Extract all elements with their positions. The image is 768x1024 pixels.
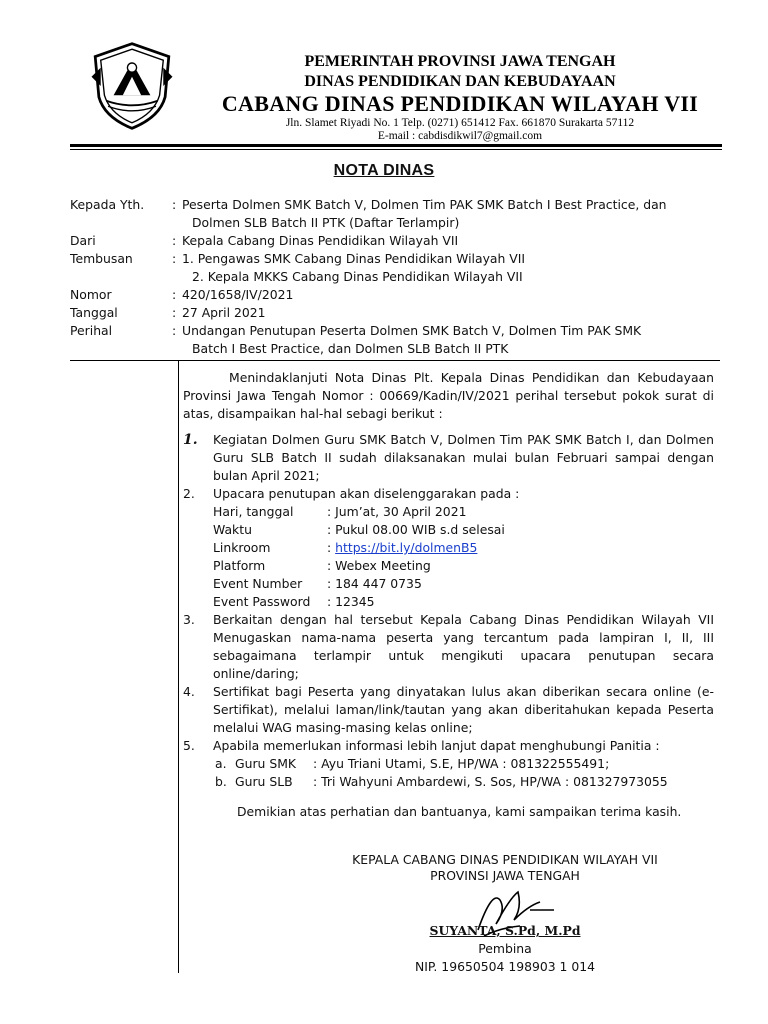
closing-paragraph: Demikian atas perhatian dan bantuanya, kami sampaikan terima kasih. — [237, 804, 682, 819]
header-row-perihal: Perihal : Undangan Penutupan Peserta Dolmen SMK Batch V, Dolmen Tim PAK SMK Batch I Best Practice, dan Dolmen SLB Batch II PTK — [70, 322, 730, 358]
signatory-nip: NIP. 19650504 198903 1 014 — [414, 959, 596, 974]
header-row-kepada: Kepada Yth. : Peserta Dolmen SMK Batch V, Dolmen Tim PAK SMK Batch I Best Practice, dan Dolmen SLB Batch II PTK (Daftar Terlampir) — [70, 196, 730, 232]
header-row-dari: Dari : Kepala Cabang Dinas Pendidikan Wilayah VII — [70, 232, 730, 250]
contact-slb: b. Guru SLB : Tri Wahyuni Ambardewi, S. Sos, HP/WA : 081327973055 — [215, 774, 668, 789]
jawa-tengah-logo-icon — [86, 40, 178, 132]
intro-paragraph: Menindaklanjuti Nota Dinas Plt. Kepala Dinas Pendidikan dan Kebudayaan Provinsi Jawa Tengah Nomor : 00669/Kadin/IV/2021 perihal tersebut pokok surat di atas, disampaikan hal-hal sebagi berikut : — [183, 370, 714, 421]
tanggal-value: 27 April 2021 — [182, 305, 266, 320]
signatory-name: SUYANTA, S.Pd, M.Pd — [429, 923, 581, 938]
margin-line — [178, 361, 179, 973]
list-item: 5. Apabila memerlukan informasi lebih lanjut dapat menghubungi Panitia : a. Guru SMK : Ayu Triani Utami, S.E, HP/WA : 081322555491; b. Guru SLB : Tri Wahyuni Ambardewi, S. Sos, HP/WA : 081327973055 — [183, 737, 714, 791]
list-item: 1. Kegiatan Dolmen Guru SMK Batch V, Dolmen Tim PAK SMK Batch I, dan Dolmen Guru SLB Batch II sudah dilaksanakan mulai bulan Februari sampai dengan bulan April 2021; — [183, 432, 714, 483]
header-row-tembusan: Tembusan : 1. Pengawas SMK Cabang Dinas Pendidikan Wilayah VII 2. Kepala MKKS Cabang Dinas Pendidikan Wilayah VII — [70, 250, 730, 286]
tembusan-value-1: 1. Pengawas SMK Cabang Dinas Pendidikan Wilayah VII — [182, 251, 526, 266]
letterhead-rule-thin — [70, 149, 722, 150]
letterhead — [170, 52, 750, 143]
header-separator — [70, 360, 720, 361]
list-item: 2. Upacara penutupan akan diselenggarakan pada : Hari, tanggal : Jum’at, 30 April 2021 Waktu : Pukul 08.00 WIB s.d selesai Linkroom : https://bit.ly/dolmenB5 Platform : Webex Meeting Event Number : 184 447 0735 Event Password : 12345 — [183, 485, 714, 611]
dari-label: Dari — [70, 233, 96, 248]
signatory — [320, 922, 690, 976]
kepada-value-1: Peserta Dolmen SMK Batch V, Dolmen Tim PAK SMK Batch I Best Practice, dan — [182, 197, 667, 212]
signatory-rank: Pembina — [478, 941, 532, 956]
detail-event-password: Event Password : 12345 — [213, 594, 375, 609]
letterhead-department: DINAS PENDIDIKAN DAN KEBUDAYAAN — [304, 73, 616, 90]
letterhead-email: E-mail : cabdisdikwil7@gmail.com — [377, 130, 543, 142]
memo-body — [183, 369, 714, 821]
header-row-nomor: Nomor : 420/1658/IV/2021 — [70, 286, 730, 304]
letterhead-branch: CABANG DINAS PENDIDIKAN WILAYAH VII — [221, 91, 699, 116]
perihal-value-1: Undangan Penutupan Peserta Dolmen SMK Batch V, Dolmen Tim PAK SMK — [182, 323, 642, 338]
tembusan-label: Tembusan — [70, 251, 133, 266]
perihal-value-2: Batch I Best Practice, dan Dolmen SLB Batch II PTK — [192, 341, 509, 356]
perihal-label: Perihal — [70, 323, 113, 338]
kepada-label: Kepada Yth. — [70, 197, 145, 212]
detail-waktu: Waktu : Pukul 08.00 WIB s.d selesai — [213, 522, 505, 537]
header-row-tanggal: Tanggal : 27 April 2021 — [70, 304, 730, 322]
document-title: NOTA DINAS — [333, 162, 435, 179]
detail-hari-tanggal: Hari, tanggal : Jum’at, 30 April 2021 — [213, 504, 467, 519]
signatory-title: KEPALA CABANG DINAS PENDIDIKAN WILAYAH VII — [352, 852, 658, 867]
signatory-province: PROVINSI JAWA TENGAH — [430, 868, 580, 883]
linkroom-link[interactable]: https://bit.ly/dolmenB5 — [335, 540, 478, 555]
contact-smk: a. Guru SMK : Ayu Triani Utami, S.E, HP/WA : 081322555491; — [215, 756, 610, 771]
kepada-value-2: Dolmen SLB Batch II PTK (Daftar Terlampir) — [192, 215, 460, 230]
nomor-label: Nomor — [70, 287, 112, 302]
letterhead-address: Jln. Slamet Riyadi No. 1 Telp. (0271) 651412 Fax. 661870 Surakarta 57112 — [285, 117, 635, 129]
list-item: 3. Berkaitan dengan hal tersebut Kepala Cabang Dinas Pendidikan Wilayah VII Menugaskan nama-nama peserta yang tercantum pada lampiran I, II, III sebagaimana terlampir untuk mengikuti upacara penutupan secara online/daring; — [183, 612, 714, 681]
tembusan-value-2: 2. Kepala MKKS Cabang Dinas Pendidikan Wilayah VII — [192, 269, 523, 284]
nomor-value: 420/1658/IV/2021 — [182, 287, 294, 302]
item-list — [183, 431, 714, 791]
letterhead-rule-thick — [70, 144, 722, 147]
detail-event-number: Event Number : 184 447 0735 — [213, 576, 422, 591]
letterhead-government: PEMERINTAH PROVINSI JAWA TENGAH — [304, 53, 616, 70]
detail-platform: Platform : Webex Meeting — [213, 558, 431, 573]
detail-linkroom: Linkroom : https://bit.ly/dolmenB5 — [213, 540, 478, 555]
memo-header — [70, 196, 730, 358]
tanggal-label: Tanggal — [70, 305, 118, 320]
dari-value: Kepala Cabang Dinas Pendidikan Wilayah VII — [182, 233, 459, 248]
list-item: 4. Sertifikat bagi Peserta yang dinyatakan lulus akan diberikan secara online (e-Sertifikat), melalui laman/link/tautan yang akan diberitahukan kepada Peserta melalui WAG masing-masing kelas online; — [183, 684, 714, 735]
